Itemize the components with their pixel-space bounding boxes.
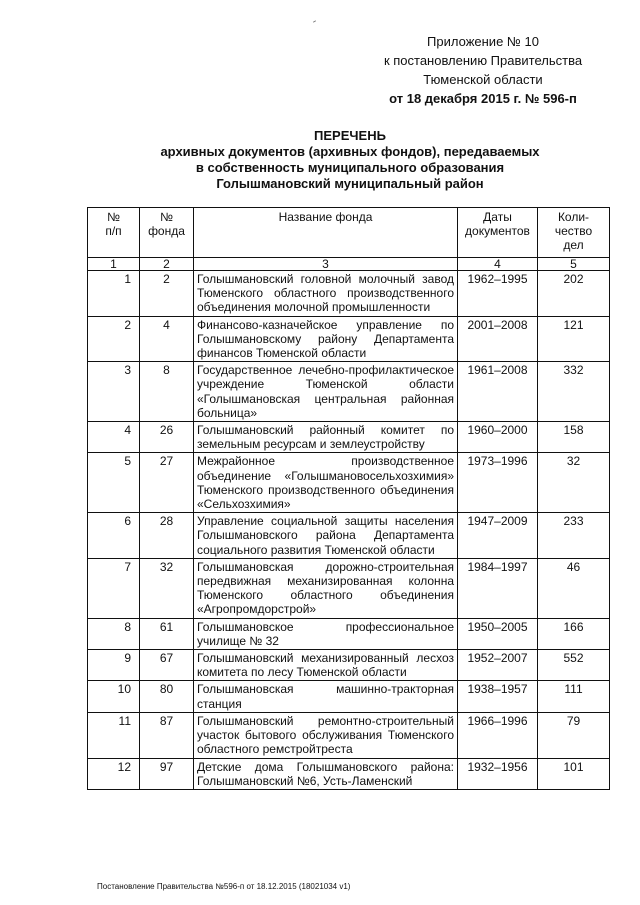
column-index: 4 bbox=[458, 258, 538, 271]
row-number: 11 bbox=[88, 712, 140, 758]
fond-name: Голышмановский механизированный лесхоз комитета по лесу Тюменской области bbox=[194, 650, 458, 681]
row-number: 4 bbox=[88, 422, 140, 453]
fond-name: Управление социальной защиты населения Голышмановского района Департамента социального развития Тюменской области bbox=[194, 513, 458, 559]
fond-name: Голышмановское профессиональное училище № 32 bbox=[194, 618, 458, 649]
header-count: Коли- чество дел bbox=[538, 208, 610, 258]
file-count: 332 bbox=[538, 362, 610, 422]
row-number: 9 bbox=[88, 650, 140, 681]
fond-name: Финансово-казначейское управление по Голышмановскому району Департамента финансов Тюменской области bbox=[194, 316, 458, 362]
row-number: 6 bbox=[88, 513, 140, 559]
document-dates: 1947–2009 bbox=[458, 513, 538, 559]
table-row bbox=[88, 422, 610, 453]
table-row bbox=[88, 712, 610, 758]
table-row bbox=[88, 681, 610, 712]
appendix-header bbox=[368, 32, 598, 108]
row-number: 5 bbox=[88, 453, 140, 513]
document-dates: 1960–2000 bbox=[458, 422, 538, 453]
document-footer: Постановление Правительства №596-п от 18.12.2015 (18021034 v1) bbox=[97, 882, 351, 891]
document-dates: 1961–2008 bbox=[458, 362, 538, 422]
fond-number: 2 bbox=[140, 271, 194, 317]
table-row bbox=[88, 618, 610, 649]
fond-number: 27 bbox=[140, 453, 194, 513]
file-count: 166 bbox=[538, 618, 610, 649]
document-dates: 2001–2008 bbox=[458, 316, 538, 362]
fond-name: Голышмановский головной молочный завод Тюменского областного производственного объединения молочной промышленности bbox=[194, 271, 458, 317]
table-row bbox=[88, 271, 610, 317]
appendix-resolution: к постановлению Правительства bbox=[383, 53, 583, 68]
file-count: 233 bbox=[538, 513, 610, 559]
fond-number: 26 bbox=[140, 422, 194, 453]
title-line-4: Голышмановский муниципальный район bbox=[216, 176, 484, 191]
document-dates: 1966–1996 bbox=[458, 712, 538, 758]
row-number: 10 bbox=[88, 681, 140, 712]
row-number: 7 bbox=[88, 558, 140, 618]
archive-table bbox=[87, 207, 610, 790]
header-fond: № фонда bbox=[140, 208, 194, 258]
appendix-date: от 18 декабря 2015 г. № 596-п bbox=[389, 91, 577, 106]
fond-name: Голышмановская дорожно-строительная передвижная механизированная колонна Тюменского областного объединения «Агропромдорстрой» bbox=[194, 558, 458, 618]
document-dates: 1962–1995 bbox=[458, 271, 538, 317]
fond-name: Государственное лечебно-профилактическое учреждение Тюменской области «Голышмановская центральная районная больница» bbox=[194, 362, 458, 422]
document-dates: 1984–1997 bbox=[458, 558, 538, 618]
fond-number: 8 bbox=[140, 362, 194, 422]
header-name: Название фонда bbox=[194, 208, 458, 258]
title-line-3: в собственность муниципального образования bbox=[195, 160, 505, 175]
table-row bbox=[88, 650, 610, 681]
file-count: 79 bbox=[538, 712, 610, 758]
file-count: 158 bbox=[538, 422, 610, 453]
fond-number: 32 bbox=[140, 558, 194, 618]
column-index-row bbox=[88, 258, 610, 271]
row-number: 8 bbox=[88, 618, 140, 649]
scan-speck bbox=[313, 20, 316, 22]
column-index: 5 bbox=[538, 258, 610, 271]
row-number: 1 bbox=[88, 271, 140, 317]
fond-name: Голышмановская машинно-тракторная станция bbox=[194, 681, 458, 712]
file-count: 46 bbox=[538, 558, 610, 618]
fond-name: Детские дома Голышмановского района: Голышмановский №6, Усть-Ламенский bbox=[194, 758, 458, 789]
header-num: № п/п bbox=[88, 208, 140, 258]
fond-number: 28 bbox=[140, 513, 194, 559]
row-number: 3 bbox=[88, 362, 140, 422]
file-count: 32 bbox=[538, 453, 610, 513]
document-title bbox=[80, 128, 620, 192]
appendix-region: Тюменской области bbox=[423, 72, 543, 87]
title-line-1: ПЕРЕЧЕНЬ bbox=[314, 128, 386, 143]
row-number: 2 bbox=[88, 316, 140, 362]
table-row bbox=[88, 758, 610, 789]
file-count: 111 bbox=[538, 681, 610, 712]
table-row bbox=[88, 362, 610, 422]
document-dates: 1952–2007 bbox=[458, 650, 538, 681]
column-index: 3 bbox=[194, 258, 458, 271]
table-header-row bbox=[88, 208, 610, 258]
file-count: 101 bbox=[538, 758, 610, 789]
table-row bbox=[88, 453, 610, 513]
row-number: 12 bbox=[88, 758, 140, 789]
fond-number: 97 bbox=[140, 758, 194, 789]
document-dates: 1973–1996 bbox=[458, 453, 538, 513]
document-dates: 1932–1956 bbox=[458, 758, 538, 789]
column-index: 2 bbox=[140, 258, 194, 271]
file-count: 121 bbox=[538, 316, 610, 362]
fond-number: 4 bbox=[140, 316, 194, 362]
document-dates: 1950–2005 bbox=[458, 618, 538, 649]
column-index: 1 bbox=[88, 258, 140, 271]
fond-name: Голышмановский районный комитет по земельным ресурсам и землеустройству bbox=[194, 422, 458, 453]
fond-number: 61 bbox=[140, 618, 194, 649]
fond-number: 67 bbox=[140, 650, 194, 681]
fond-name: Межрайонное производственное объединение «Голышмановосельхозхимия» Тюменского производственного объединения «Сельхозхимия» bbox=[194, 453, 458, 513]
title-line-2: архивных документов (архивных фондов), передаваемых bbox=[160, 144, 540, 159]
file-count: 552 bbox=[538, 650, 610, 681]
fond-number: 80 bbox=[140, 681, 194, 712]
fond-name: Голышмановский ремонтно-строительный участок бытового обслуживания Тюменского областного ремстройтреста bbox=[194, 712, 458, 758]
table-row bbox=[88, 558, 610, 618]
appendix-number: Приложение № 10 bbox=[427, 34, 539, 49]
file-count: 202 bbox=[538, 271, 610, 317]
header-dates: Даты документов bbox=[458, 208, 538, 258]
table-row bbox=[88, 513, 610, 559]
document-dates: 1938–1957 bbox=[458, 681, 538, 712]
table-row bbox=[88, 316, 610, 362]
fond-number: 87 bbox=[140, 712, 194, 758]
